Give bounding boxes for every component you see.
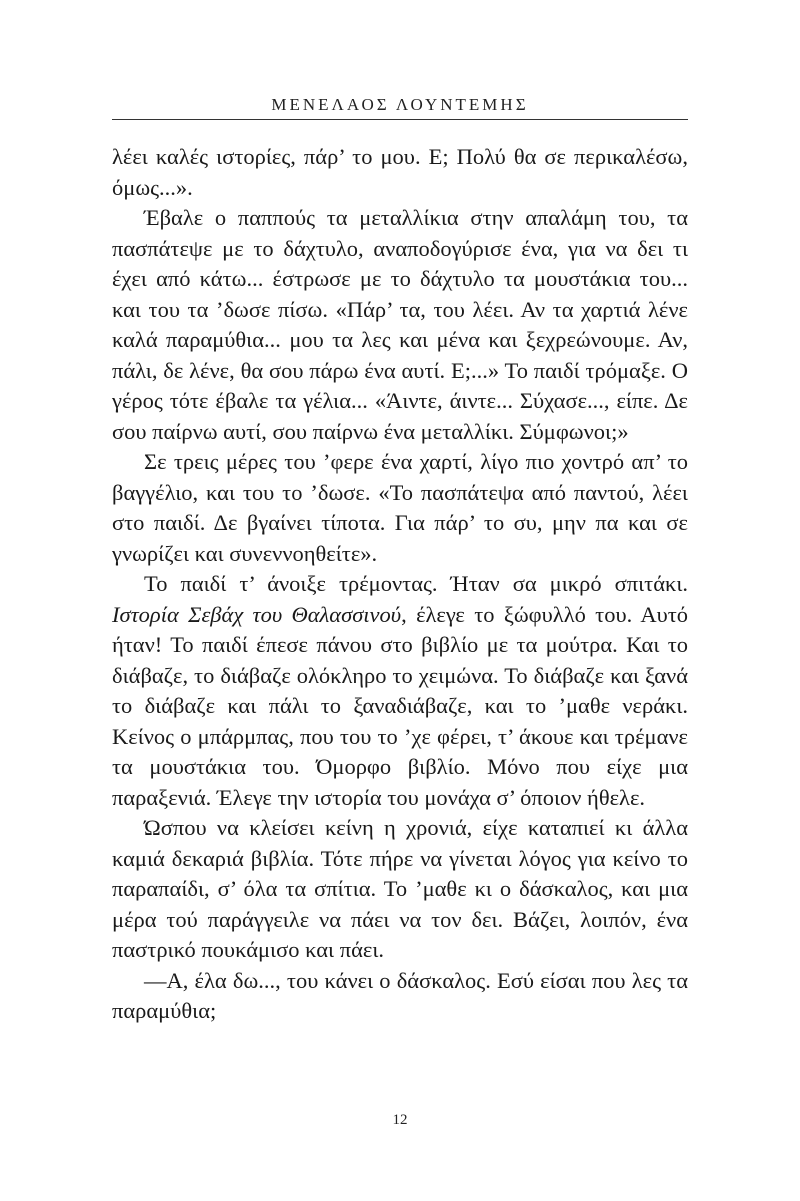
book-title-italic: Ιστορία Σεβάχ του Θαλασσινού xyxy=(112,601,402,627)
body-text xyxy=(112,142,688,1027)
paragraph-3: Σε τρεις μέρες του ’φερε ένα χαρτί, λίγο πιο χοντρό απ’ το βαγγέλιο, και του το ’δωσε. «Το πασπάτεψα από παντού, λέει στο παιδί. Δε βγαίνει τίποτα. Για πάρ’ το συ, μην πα και σε γνωρίζει και συνεννοηθείτε». xyxy=(112,449,688,566)
paragraph-4 xyxy=(112,569,688,813)
paragraph-1: λέει καλές ιστορίες, πάρ’ το μου. Ε; Πολύ θα σε περικαλέσω, όμως...». xyxy=(112,144,688,200)
header-rule xyxy=(112,119,688,120)
paragraph-4-text-before: Το παιδί τ’ άνοιξε τρέμοντας. Ήταν σα μικρό σπιτάκι. xyxy=(144,571,688,596)
paragraph-5: Ώσπου να κλείσει κείνη η χρονιά, είχε καταπιεί κι άλλα καμιά δεκαριά βιβλία. Τότε πήρε να γίνεται λόγος για κείνο το παραπαίδι, σ’ όλα τα σπίτια. Το ’μαθε κι ο δάσκαλος, και μια μέρα τού παράγγειλε να πάει να τον δει. Βάζει, λοιπόν, ένα παστρικό πουκάμισο και πάει. xyxy=(112,815,688,962)
paragraph-4-text-after: , έλεγε το ξώφυλλό του. Αυτό ήταν! Το παιδί έπεσε πάνου στο βιβλίο με τα μούτρα. Και το διάβαζε, το διάβαζε ολόκληρο το χειμώνα. Το διάβαζε και ξανά το διάβαζε και πάλι το ξαναδιάβαζε, και το ’μαθε νεράκι. Κείνος ο μπάρμπας, που του το ’χε φέρει, τ’ άκουε και τρέμανε τα μουστάκια του. Όμορφο βιβλίο. Μόνο που είχε μια παραξενιά. Έλεγε την ιστορία του μονάχα σ’ όποιον ήθελε. xyxy=(112,601,688,810)
paragraph-2: Έβαλε ο παππούς τα μεταλλίκια στην απαλάμη του, τα πασπάτεψε με το δάχτυλο, αναποδογύρισε ένα, για να δει τι έχει από κάτω... έστρωσε με το δάχτυλο τα μουστάκια του... και του τα ’δωσε πίσω. «Πάρ’ τα, του λέει. Αν τα χαρτιά λένε καλά παραμύθια... μου τα λες και μένα και ξεχρεώνουμε. Αν, πάλι, δε λένε, θα σου πάρω ένα αυτί. Ε;...» Το παιδί τρόμαξε. Ο γέρος τότε έβαλε τα γέλια... «Άιντε, άιντε... Σύχασε..., είπε. Δε σου παίρνω αυτί, σου παίρνω ένα μεταλλίκι. Σύμφωνοι;» xyxy=(112,205,688,444)
page-number: 12 xyxy=(392,1112,408,1128)
paragraph-6-dialogue: —Α, έλα δω..., του κάνει ο δάσκαλος. Εσύ είσαι που λες τα παραμύθια; xyxy=(112,967,688,1023)
running-head-author: ΜΕΝΕΛΑΟΣ ΛΟΥΝΤΕΜΗΣ xyxy=(271,95,529,114)
